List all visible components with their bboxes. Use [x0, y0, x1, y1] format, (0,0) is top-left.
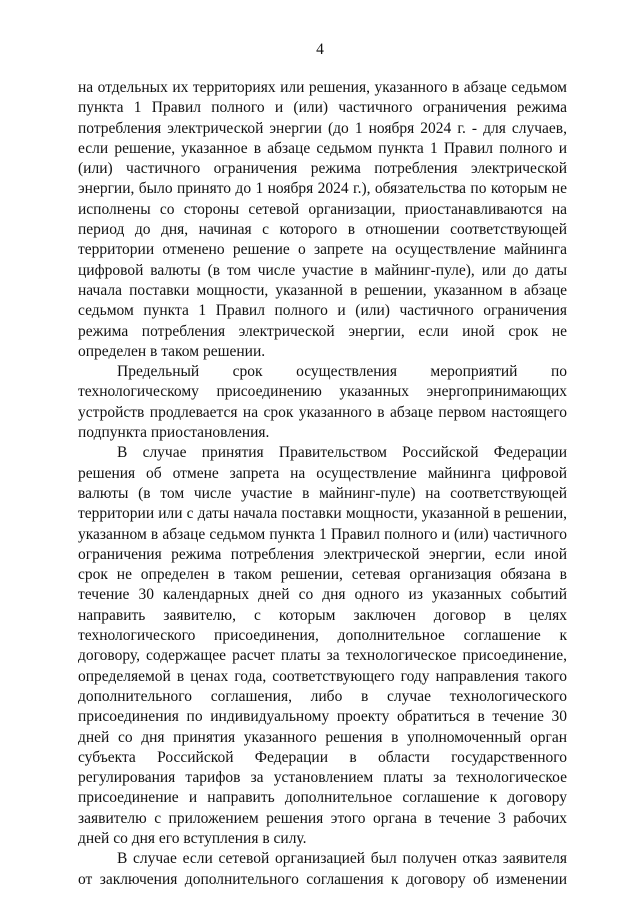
page-number: 4: [316, 41, 324, 58]
paragraph-applicant-refusal: В случае если сетевой организацией был получен отказ заявителя от заключения дополнительного соглашения к договору об изменении: [78, 850, 567, 888]
paragraph-ban-cancellation: В случае принятия Правительством Российской Федерации решения об отмене запрета на осуществление майнинга цифровой валюты (в том числе участие в майнинг-пуле) на соответствующей территории или с даты начала поставки мощности, указанной в решении, указанном в абзаце седьмом пункта 1 Правил полного и (или) частичного ограничения режима потребления электрической энергии, если иной срок не определен в таком решении, сетевая организация обязана в течение 30 календарных дней со дня одного из указанных событий направить заявителю, с которым заключен договор в целях технологического присоединения, дополнительное соглашение к договору, содержащее расчет платы за технологическое присоединение, определяемой в ценах года, соответствующего году направления такого дополнительного соглашения, либо в случае технологического присоединения по индивидуальному проекту обратиться в течение 30 дней со дня принятия указанного решения в уполномоченный орган субъекта Российской Федерации в области государственного регулирования тарифов за установлением платы за технологическое присоединение и направить дополнительное соглашение к договору заявителю с приложением решения этого органа в течение 3 рабочих дней со дня его вступления в силу.: [78, 444, 567, 847]
paragraph-continuation: на отдельных их территориях или решения, указанного в абзаце седьмом пункта 1 Правил полного и (или) частичного ограничения режима потребления электрической энергии (до 1 ноября 2024 г. - для случаев, если решение, указанное в абзаце седьмом пункта 1 Правил полного и (или) частичного ограничения режима потребления электрической энергии, было принято до 1 ноября 2024 г.), обязательства по которым не исполнены со стороны сетевой организации, приостанавливаются на период до дня, начиная с которого в отношении соответствующей территории отменено решение о запрете на осуществление майнинга цифровой валюты (в том числе участие в майнинг-пуле), или до даты начала поставки мощности, указанной в решении, указанном в абзаце седьмом пункта 1 Правил полного и (или) частичного ограничения режима потребления электрической энергии, если иной срок не определен в таком решении.: [78, 79, 567, 360]
document-body: [78, 78, 567, 890]
paragraph-deadline-extension: Предельный срок осуществления мероприятий по технологическому присоединению указанных энергопринимающих устройств продлевается на срок указанного в абзаце первом настоящего подпункта приостановления.: [78, 363, 567, 442]
